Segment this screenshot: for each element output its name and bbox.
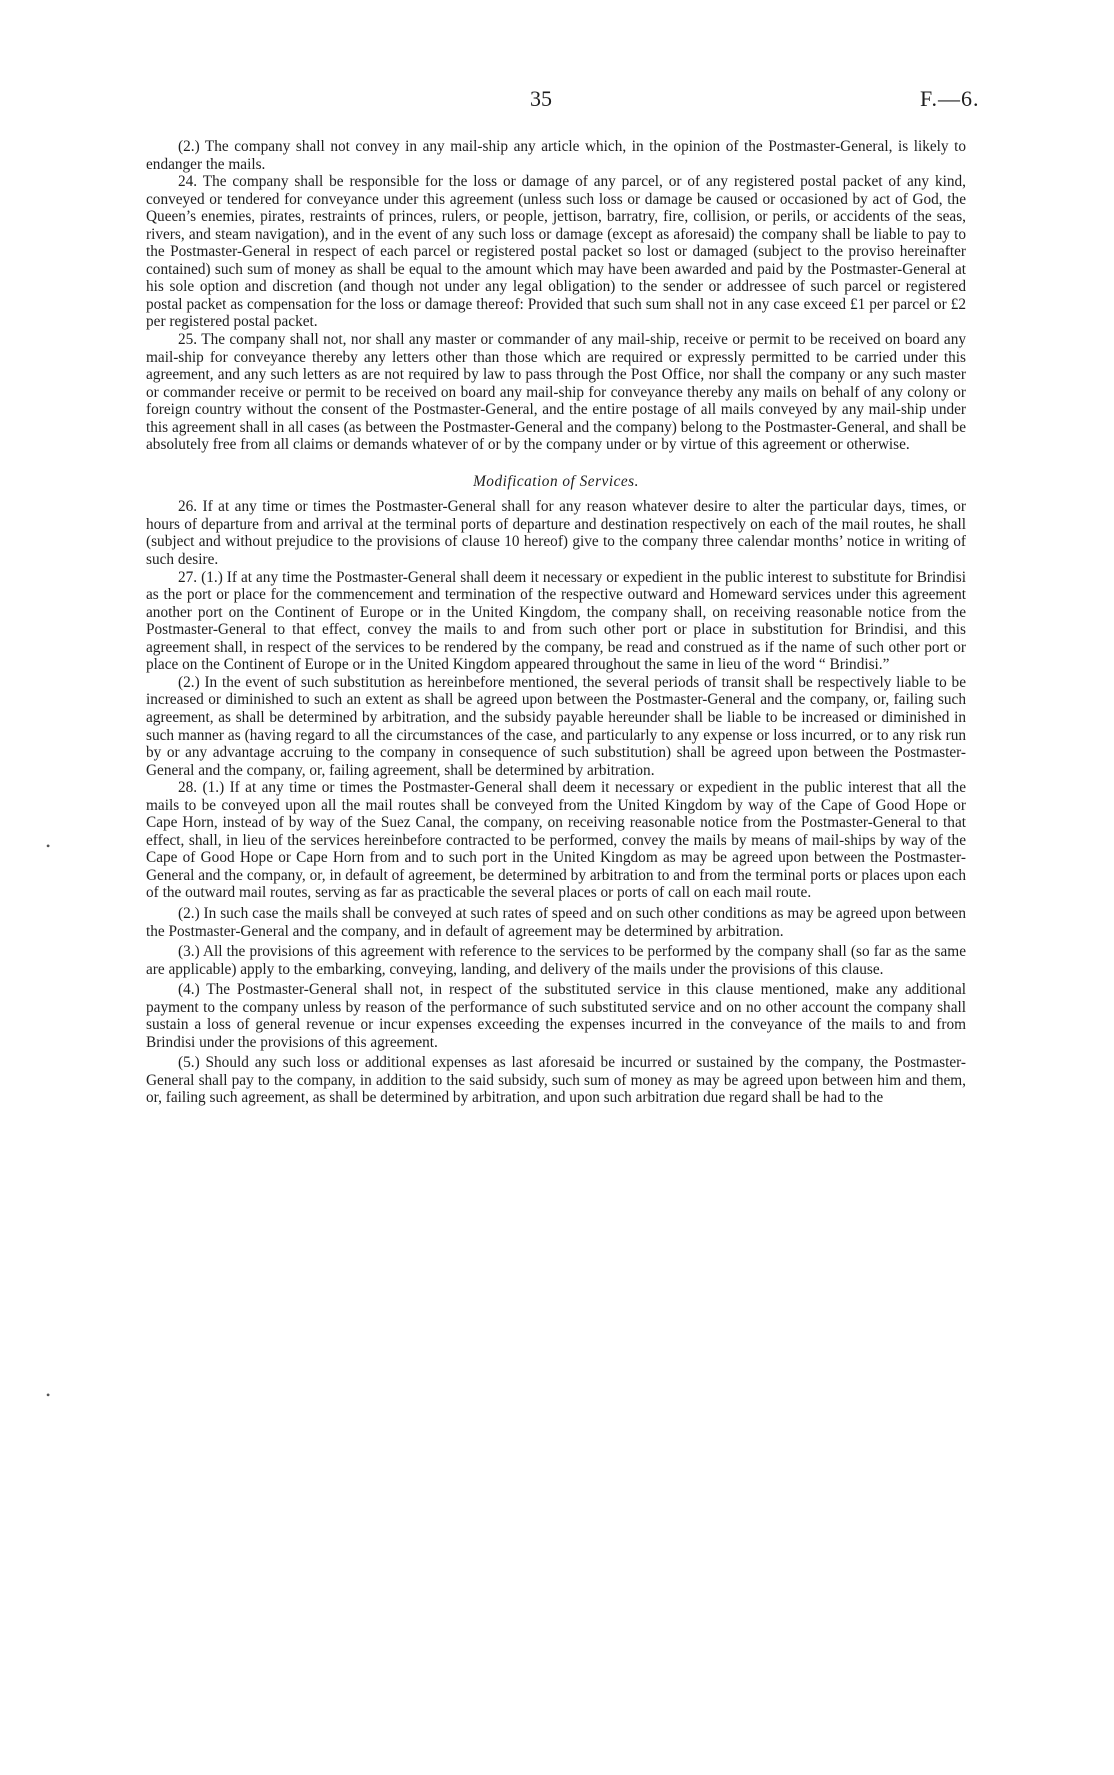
clause-24: 24. The company shall be responsible for the loss or damage of any parcel, or of any registered postal packet of any kind, conveyed or tendered for conveyance under this agreement (unless such loss or damage be caused or occasioned by act of God, the Queen’s enemies, pirates, restraints of princes, rulers, or people, jettison, barratry, fire, collision, or perils, or accidents of the seas, rivers, and steam navigation), and in the event of any such loss or damage (except as aforesaid) the company shall be liable to pay to the Postmaster-General in respect of each parcel or registered postal packet so lost or damaged (subject to the proviso hereinafter contained) such sum of money as shall be equal to the amount which may have been awarded and paid by the Postmaster-General at his sole option and discretion (and though not under any legal obligation) to the sender or addressee of such parcel or registered postal packet as compensation for the loss or damage thereof: Provided that such sum shall not in any case exceed £1 per parcel or £2 per registered postal packet. [146,173,966,331]
clause-28-1: 28. (1.) If at any time or times the Postmaster-General shall deem it necessary or expedient in the public interest that all the mails to be conveyed upon all the mail routes shall be conveyed from the United Kingdom by way of the Cape of Good Hope or Cape Horn, instead of by way of the Suez Canal, the company, on receiving reasonable notice from the Postmaster-General to that effect, shall, in lieu of the services hereinbefore contracted to be performed, convey the mails by means of mail-ships by way of the Cape of Good Hope or Cape Horn from and to such port in the United Kingdom as may be agreed upon between the Postmaster-General and the company, or, in default of agreement, be determined by arbitration to and from the terminal ports or places upon each of the outward mail routes, serving as far as practicable the several places or ports of call on each mail route. [146,779,966,902]
clause-28-3: (3.) All the provisions of this agreement with reference to the services to be performed by the company shall (so far as the same are applicable) apply to the embarking, conveying, landing, and delivery of the mails under the provisions of this clause. [146,943,966,978]
scan-speck: • [46,839,51,853]
section-heading: Modification of Services. [473,472,639,490]
clause-27-2: (2.) In the event of such substitution as hereinbefore mentioned, the several periods of transit shall be respectively liable to be increased or diminished to such an extent as shall be agreed upon between the Postmaster-General and the company, or, failing such agreement, as shall be determined by arbitration, and the subsidy payable hereunder shall be liable to be increased or diminished in such manner as (having regard to all the circumstances of the case, and particularly to any expense or loss incurred, or to any risk run by or any advantage accruing to the company in consequence of such substitution) shall be agreed upon between the Postmaster-General and the company, or, failing agreement, shall be determined by arbitration. [146,673,966,779]
clause-26: 26. If at any time or times the Postmaster-General shall for any reason whatever desire to alter the particular days, times, or hours of departure from and arrival at the terminal ports of departure and destination respectively on each of the mail routes, he shall (subject and without prejudice to the provisions of clause 10 hereof) give to the company three calendar months’ notice in writing of such desire. [146,498,966,569]
page-number: 35 [530,86,552,111]
clause-28-5: (5.) Should any such loss or additional expenses as last aforesaid be incurred or sustained by the company, the Postmaster-General shall pay to the company, in addition to the said subsidy, such sum of money as may be agreed upon between him and them, or, failing such agreement, as shall be determined by arbitration, and upon such arbitration due regard shall be had to the [146,1054,966,1107]
document-body [146,138,966,1107]
document-reference: F.—6. [920,86,980,111]
clause-27-1: 27. (1.) If at any time the Postmaster-General shall deem it necessary or expedient in the public interest to substitute for Brindisi as the port or place for the commencement and termination of the respective outward and Homeward services under this agreement another port on the Continent of Europe or in the United Kingdom, the company shall, on receiving reasonable notice from the Postmaster-General to that effect, convey the mails to and from such other port or place in substitution for Brindisi, and this agreement shall, in respect of the services to be rendered by the company, be read and construed as if the name of such other port or place on the Continent of Europe or in the United Kingdom appeared throughout the same in lieu of the word “ Brindisi.” [146,568,966,674]
clause-25: 25. The company shall not, nor shall any master or commander of any mail-ship, receive or permit to be received on board any mail-ship for conveyance thereby any letters other than those which are required or expressly permitted to be carried under this agreement, and any such letters as are not required by law to pass through the Post Office, nor shall the company or any such master or commander receive or permit to be received on board any mail-ship for conveyance thereby any mails on behalf of any colony or foreign country without the consent of the Postmaster-General, and the entire postage of all mails conveyed by any mail-ship under this agreement shall in all cases (as between the Postmaster-General and the company) belong to the Postmaster-General, and shall be absolutely free from all claims or demands whatever of or by the company under or by virtue of this agreement or otherwise. [146,331,966,454]
clause-28-2: (2.) In such case the mails shall be conveyed at such rates of speed and on such other conditions as may be agreed upon between the Postmaster-General and the company, and in default of agreement may be determined by arbitration. [146,904,966,940]
scan-speck: • [46,1388,51,1402]
clause-23-2: (2.) The company shall not convey in any mail-ship any article which, in the opinion of the Postmaster-General, is likely to endanger the mails. [146,138,966,173]
clause-28-4: (4.) The Postmaster-General shall not, in respect of the substituted service in this clause mentioned, make any additional payment to the company unless by reason of the performance of such substituted service and on no other account the company shall sustain a loss of general revenue or incur expenses exceeding the expenses incurred in the conveyance of the mails to and from Brindisi under the provisions of this agreement. [146,981,966,1051]
